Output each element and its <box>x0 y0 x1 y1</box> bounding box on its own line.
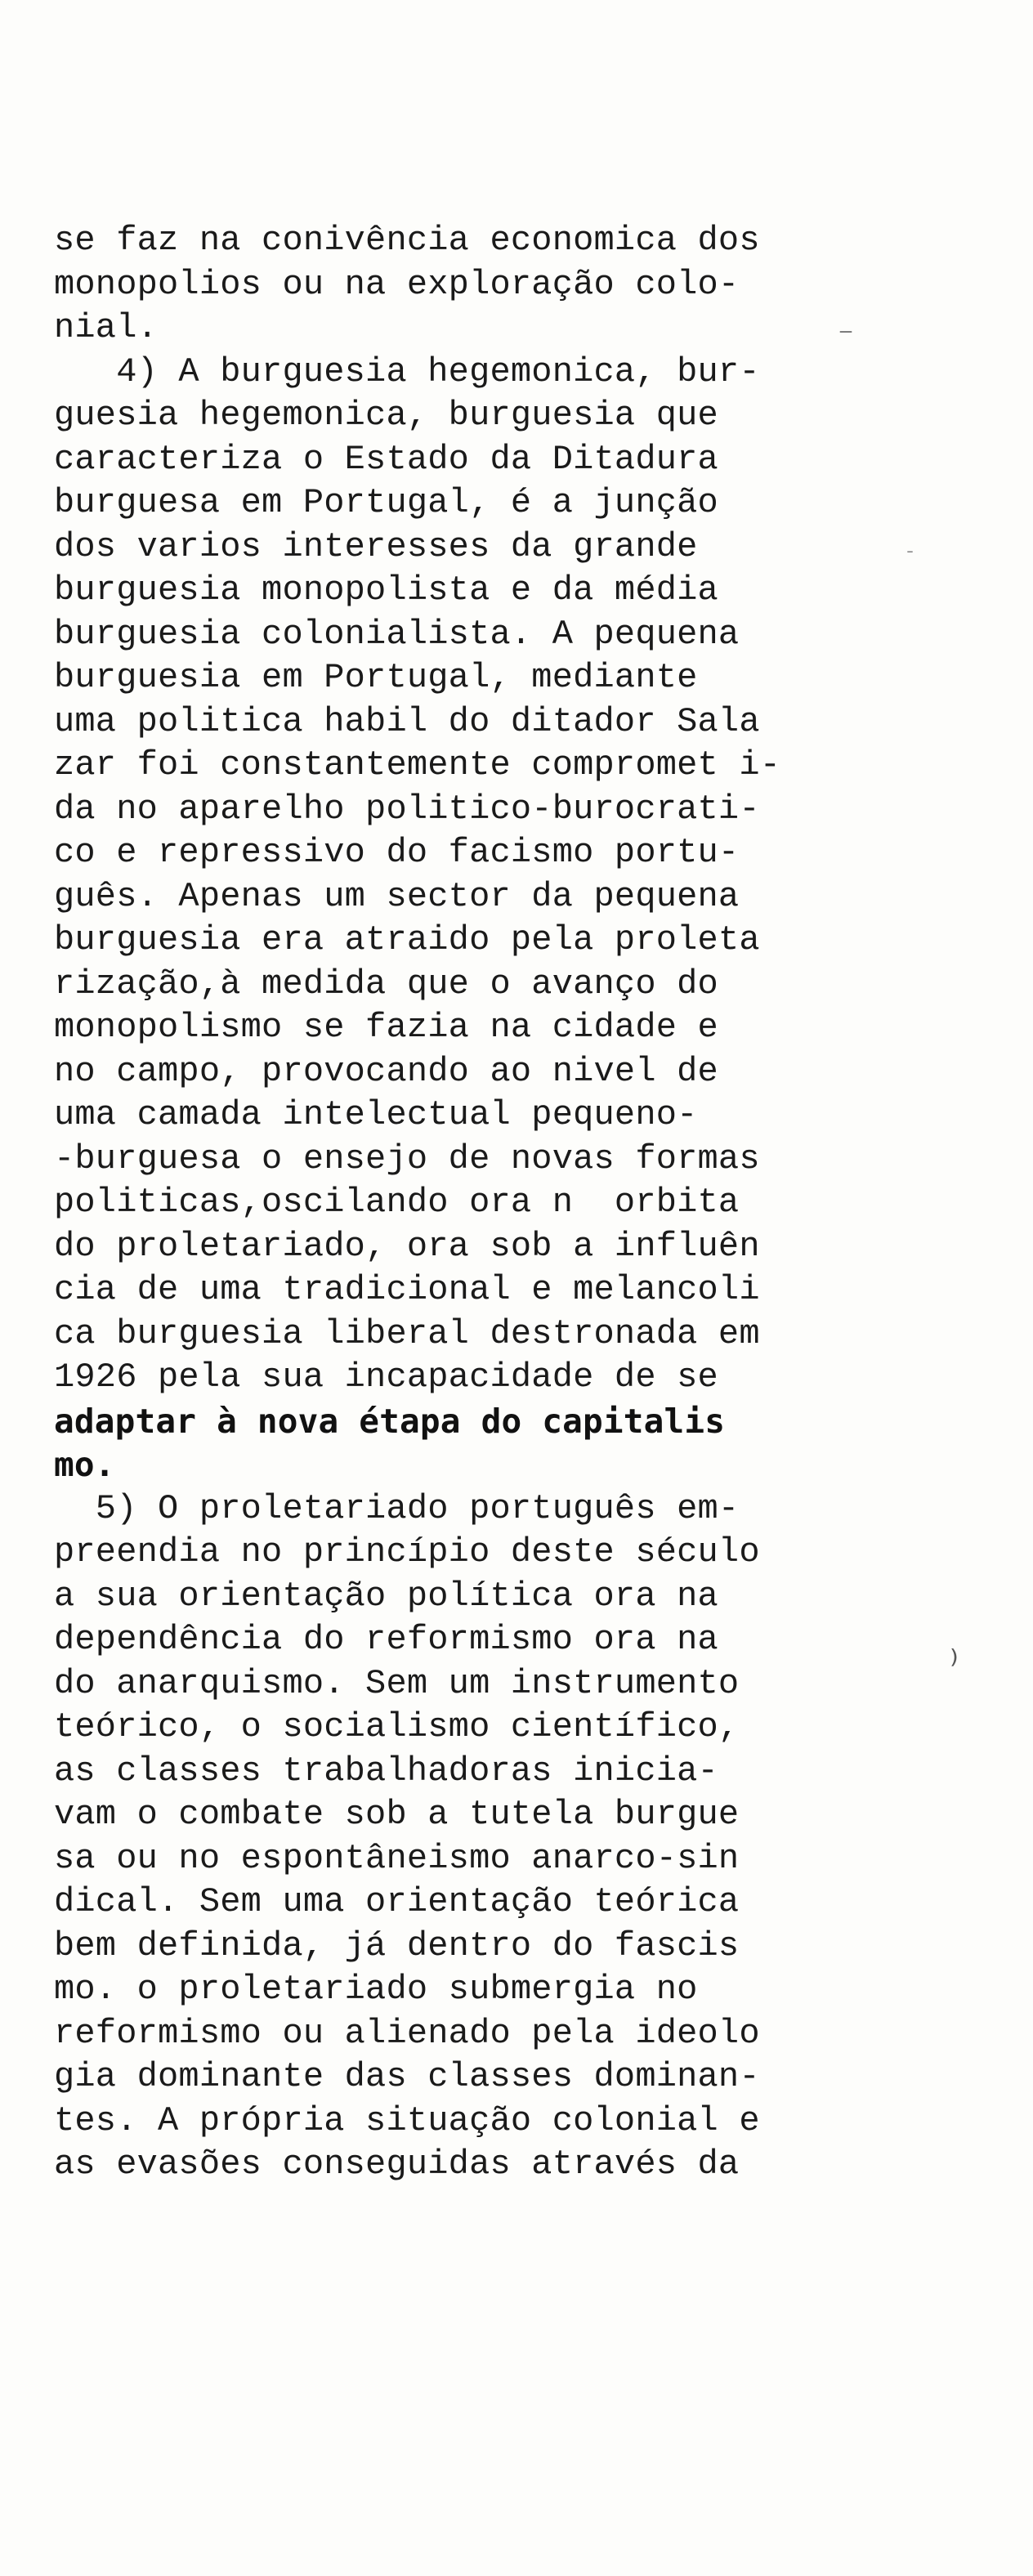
text-line: preendia no princípio deste século <box>54 1532 760 1572</box>
text-line: rização,à medida que o avanço do <box>54 964 718 1004</box>
text-line: do proletariado, ora sob a influên <box>54 1226 760 1266</box>
text-line: cia de uma tradicional e melancoli <box>54 1270 760 1309</box>
text-line: monopolismo se fazia na cidade e <box>54 1008 718 1047</box>
text-line: da no aparelho politico-burocrati- <box>54 789 760 829</box>
paragraph-4-start: 4) A burguesia hegemonica, bur- <box>54 351 760 391</box>
text-line: dependência do reformismo ora na <box>54 1620 718 1659</box>
text-line: dical. Sem uma orientação teórica <box>54 1882 740 1921</box>
text-line: 1926 pela sua incapacidade de se <box>54 1357 718 1397</box>
text-line: co e repressivo do facismo portu- <box>54 833 740 872</box>
text-line: sa ou no espontâneismo anarco-sin <box>54 1838 740 1878</box>
ink-speck: ‾ <box>840 327 852 354</box>
text-line: guesia hegemonica, burguesia que <box>54 396 718 435</box>
text-line: dos varios interesses da grande <box>54 526 698 566</box>
ink-mark: ⁾ <box>950 1643 959 1684</box>
text-line: no campo, provocando ao nivel de <box>54 1051 718 1091</box>
text-line: monopolios ou na exploração colo- <box>54 264 740 304</box>
text-line: do anarquismo. Sem um instrumento <box>54 1663 740 1703</box>
text-line: burguesia monopolista e da média <box>54 570 718 610</box>
text-line: teórico, o socialismo científico, <box>54 1707 740 1746</box>
text-line: gia dominante das classes dominan- <box>54 2057 760 2096</box>
text-line: ca burguesia liberal destronada em <box>54 1313 760 1353</box>
text-line: politicas,oscilando ora n orbita <box>54 1183 740 1222</box>
text-line: uma camada intelectual pequeno- <box>54 1095 698 1134</box>
bold-text-line: adaptar à nova étapa do capitalis <box>54 1401 726 1441</box>
text-line: burguesia colonialista. A pequena <box>54 614 740 654</box>
text-line: vam o combate sob a tutela burgue <box>54 1795 740 1834</box>
text-line: guês. Apenas um sector da pequena <box>54 876 740 916</box>
text-line: mo. o proletariado submergia no <box>54 1970 698 2009</box>
text-line: as evasões conseguidas através da <box>54 2144 740 2184</box>
text-line: se faz na conivência economica dos <box>54 221 760 260</box>
text-line: tes. A própria situação colonial e <box>54 2100 760 2140</box>
text-line: -burguesa o ensejo de novas formas <box>54 1138 760 1178</box>
bold-text-line: mo. <box>54 1445 115 1484</box>
text-line: burguesia era atraido pela proleta <box>54 920 760 959</box>
text-line: uma politica habil do ditador Sala <box>54 701 760 741</box>
text-line: bem definida, já dentro do fascis <box>54 1925 740 1966</box>
ink-speck: ˉ <box>906 549 914 570</box>
body-text <box>54 219 912 2187</box>
text-line: a sua orientação política ora na <box>54 1576 718 1616</box>
text-line: caracteriza o Estado da Ditadura <box>54 439 718 479</box>
text-line: reformismo ou alienado pela ideolo <box>54 2013 760 2053</box>
text-line: zar foi constantemente compromet i- <box>54 745 781 785</box>
text-line: as classes trabalhadoras inicia- <box>54 1751 718 1791</box>
text-line: burguesia em Portugal, mediante <box>54 658 698 697</box>
text-line: burguesa em Portugal, é a junção <box>54 483 718 522</box>
paragraph-5-start: 5) O proletariado português em- <box>54 1488 740 1528</box>
text-line: nial. <box>54 308 159 347</box>
